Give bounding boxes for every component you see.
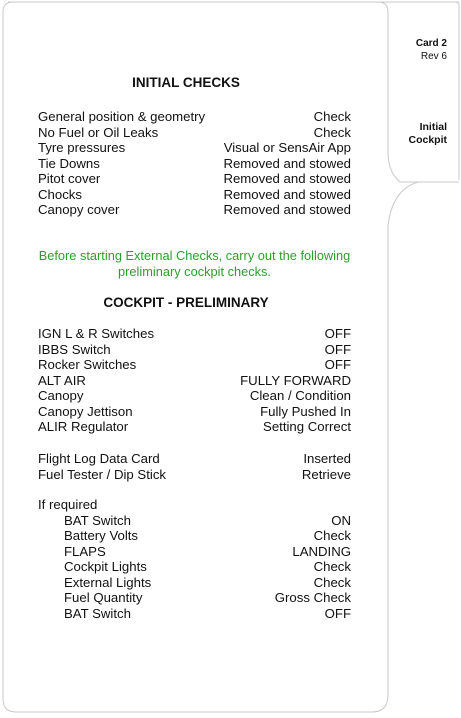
check-value: Removed and stowed: [223, 202, 351, 217]
check-value: Inserted: [303, 451, 351, 466]
checklist-row: [38, 575, 351, 591]
check-item: Flight Log Data Card: [38, 451, 160, 466]
check-value: Removed and stowed: [223, 186, 351, 202]
checklist-row: [38, 419, 351, 435]
check-item: ALIR Regulator: [38, 419, 129, 434]
check-value: Check: [313, 559, 351, 574]
check-value: Check: [313, 109, 351, 124]
check-value: OFF: [324, 357, 351, 372]
checklist-row: [38, 342, 351, 358]
check-item: Tie Downs: [38, 155, 100, 171]
documents-list: [38, 451, 351, 482]
check-value: Gross Check: [274, 590, 351, 605]
check-item: External Lights: [64, 574, 152, 590]
check-item: Fuel Quantity: [64, 590, 143, 605]
check-value: Retrieve: [301, 466, 351, 482]
checklist-row: [38, 559, 351, 575]
checklist-row: [38, 467, 351, 483]
check-item: General position & geometry: [38, 109, 206, 124]
checklist-row: [38, 171, 351, 187]
cockpit-preliminary-heading: COCKPIT - PRELIMINARY: [103, 295, 269, 310]
tab-label: [408, 121, 447, 147]
check-value: Fully Pushed In: [260, 403, 351, 419]
checklist-row: [38, 590, 351, 606]
checklist-row: [38, 513, 351, 529]
initial-checks-list: [38, 109, 351, 218]
check-value: ON: [331, 512, 351, 528]
check-value: Visual or SensAir App: [223, 140, 351, 155]
checklist-row: [38, 404, 351, 420]
checklist-row: [38, 388, 351, 404]
tab-label-line: Cockpit: [408, 134, 447, 146]
check-item: BAT Switch: [64, 605, 131, 621]
check-item: Pitot cover: [38, 171, 101, 186]
check-item: IBBS Switch: [38, 341, 111, 357]
check-item: BAT Switch: [64, 512, 131, 528]
check-item: Tyre pressures: [38, 140, 126, 155]
check-item: No Fuel or Oil Leaks: [38, 124, 159, 140]
check-value: Setting Correct: [263, 419, 351, 434]
check-value: FULLY FORWARD: [240, 372, 351, 388]
cockpit-preliminary-list: [38, 326, 351, 435]
checklist-row: [38, 125, 351, 141]
checklist-row: [38, 451, 351, 467]
check-item: Canopy Jettison: [38, 403, 133, 419]
check-value: OFF: [324, 605, 351, 621]
checklist-row: [38, 109, 351, 125]
checklist-row: [38, 140, 351, 156]
check-value: OFF: [324, 326, 351, 341]
checklist-row: [38, 156, 351, 172]
if-required-label-row: [38, 497, 351, 513]
check-value: Check: [313, 124, 351, 140]
check-value: Clean / Condition: [249, 388, 351, 403]
check-item: Cockpit Lights: [64, 559, 147, 574]
checklist-row: [38, 373, 351, 389]
if-required-label: If required: [38, 497, 98, 512]
card-number: Card 2: [415, 38, 447, 49]
check-item: Rocker Switches: [38, 357, 137, 372]
check-item: FLAPS: [64, 543, 106, 559]
checklist-row: [38, 528, 351, 544]
check-value: Removed and stowed: [223, 171, 351, 186]
check-value: Removed and stowed: [223, 155, 351, 171]
checklist-row: [38, 326, 351, 342]
checklist-row: [38, 357, 351, 373]
check-item: Chocks: [38, 186, 82, 202]
checklist-row: [38, 544, 351, 560]
card-revision: Rev 6: [420, 51, 447, 62]
checklist-row: [38, 187, 351, 203]
check-item: ALT AIR: [38, 372, 86, 388]
check-item: Fuel Tester / Dip Stick: [38, 466, 167, 482]
check-value: Check: [313, 528, 351, 543]
if-required-list: [38, 497, 351, 621]
check-item: IGN L & R Switches: [38, 326, 155, 341]
initial-checks-heading: INITIAL CHECKS: [132, 75, 240, 90]
check-value: OFF: [324, 341, 351, 357]
checklist-row: [38, 202, 351, 218]
tab-label-line: Initial: [419, 121, 447, 133]
checklist-row: [38, 606, 351, 622]
preliminary-note: Before starting External Checks, carry out the following preliminary cockpit checks.: [38, 248, 351, 279]
check-value: LANDING: [292, 543, 351, 559]
check-item: Canopy cover: [38, 202, 120, 217]
check-value: Check: [313, 574, 351, 590]
check-item: Canopy: [38, 388, 84, 403]
check-item: Battery Volts: [64, 528, 139, 543]
